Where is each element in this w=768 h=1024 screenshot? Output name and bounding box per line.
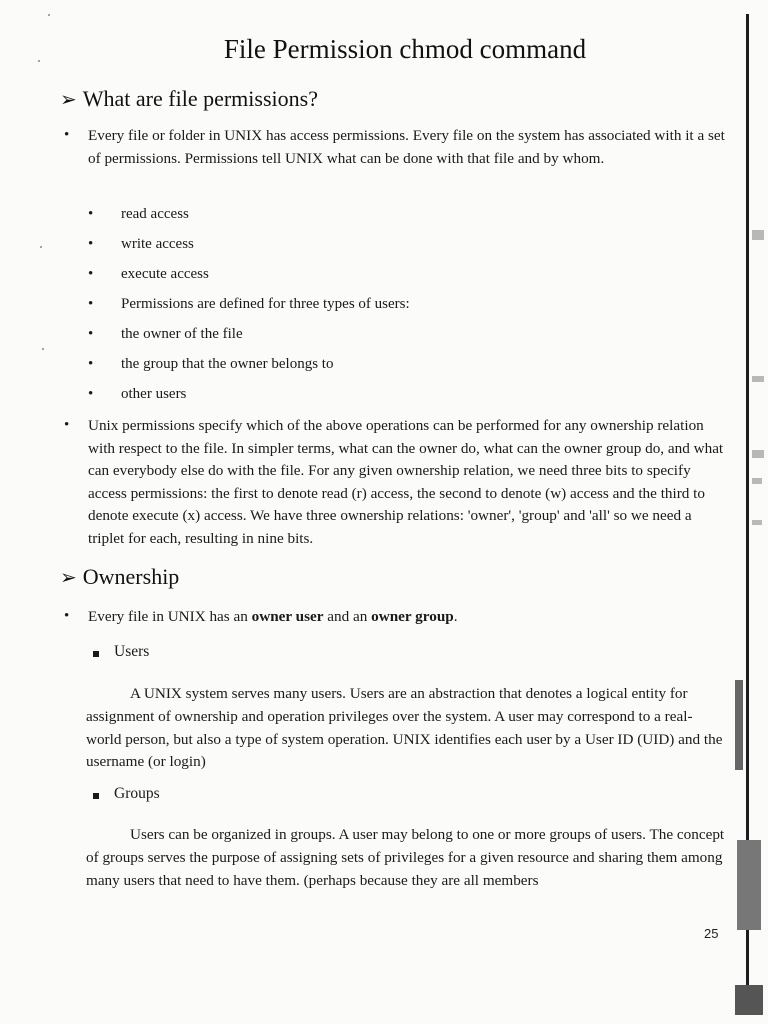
ownership-intro-text: . [453,608,458,625]
bullet-icon: • [88,266,94,282]
list-item: execute access [121,266,209,282]
ownership-intro-text: Every file in UNIX has an [88,608,252,625]
bullet-icon: • [88,296,94,312]
scan-noise [735,680,743,770]
page-title: File Permission chmod command [223,34,587,64]
arrow-bullet-icon: ➢ [60,567,77,589]
owner-group-term: owner group [371,608,454,625]
bullet-icon: • [64,127,70,143]
ownership-intro [88,606,728,629]
bullet-icon: • [88,206,94,222]
square-bullet-icon [93,793,99,799]
list-item: write access [121,236,194,252]
scan-speck [48,14,50,16]
list-item: read access [121,206,189,222]
owner-user-term: owner user [251,608,324,625]
section-heading-ownership [60,564,179,590]
bullet-icon: • [88,386,94,402]
groups-subheading: Groups [114,785,160,802]
users-subheading: Users [114,643,150,660]
bullet-icon: • [64,417,70,433]
section-heading-text: What are file permissions? [82,86,318,111]
scan-noise [752,450,764,458]
scan-noise [737,840,761,930]
list-item: other users [121,386,187,402]
arrow-bullet-icon: ➢ [60,89,77,111]
section-heading-text: Ownership [82,564,180,589]
bullet-icon: • [88,356,94,372]
permissions-explanation: Unix permissions specify which of the above operations can be performed for any ownership relation with respect to the file. In simpler terms, what can the owner do, what can the owner group do, and what can everybody else do with the file. For any given ownership relation, we need three bits to specify access permissions: the first to denote read (r) access, the second to denote (w) access and the third to denote execute (x) access. We have three ownership relations: 'owner', 'group' and 'all' so we need a triplet for each, resulting in nine bits. [88,417,724,547]
list-item: the group that the owner belongs to [121,356,334,372]
permissions-intro: Every file or folder in UNIX has access permissions. Every file on the system has associated with it a set of permissions. Permissions tell UNIX what can be done with that file and by whom. [88,127,725,167]
section-heading-permissions [60,86,318,112]
ownership-intro-text: and an [323,608,372,625]
scan-noise [752,478,762,484]
list-item: Permissions are defined for three types of users: [121,296,410,312]
scan-speck [40,246,42,248]
scan-noise [752,376,764,382]
bullet-icon: • [88,236,94,252]
scan-noise [735,985,763,1015]
scan-noise [752,520,762,525]
bullet-icon: • [88,326,94,342]
square-bullet-icon [93,651,99,657]
list-item: the owner of the file [121,326,243,342]
page-number: 25 [704,926,719,941]
scan-speck [42,348,44,350]
bullet-icon: • [64,608,70,624]
groups-paragraph: Users can be organized in groups. A user may belong to one or more groups of users. The concept of groups serves the purpose of assigning sets of privileges for a given resource and sharing them among many users that need to have them. (perhaps because they are all members [86,826,725,889]
scan-noise [752,230,764,240]
users-paragraph: A UNIX system serves many users. Users are an abstraction that denotes a logical entity for assignment of ownership and operation privileges over the system. A user may correspond to a real-world person, but also a type of system operation. UNIX identifies each user by a User ID (UID) and the username (or login) [86,685,723,771]
scan-speck [38,60,40,62]
